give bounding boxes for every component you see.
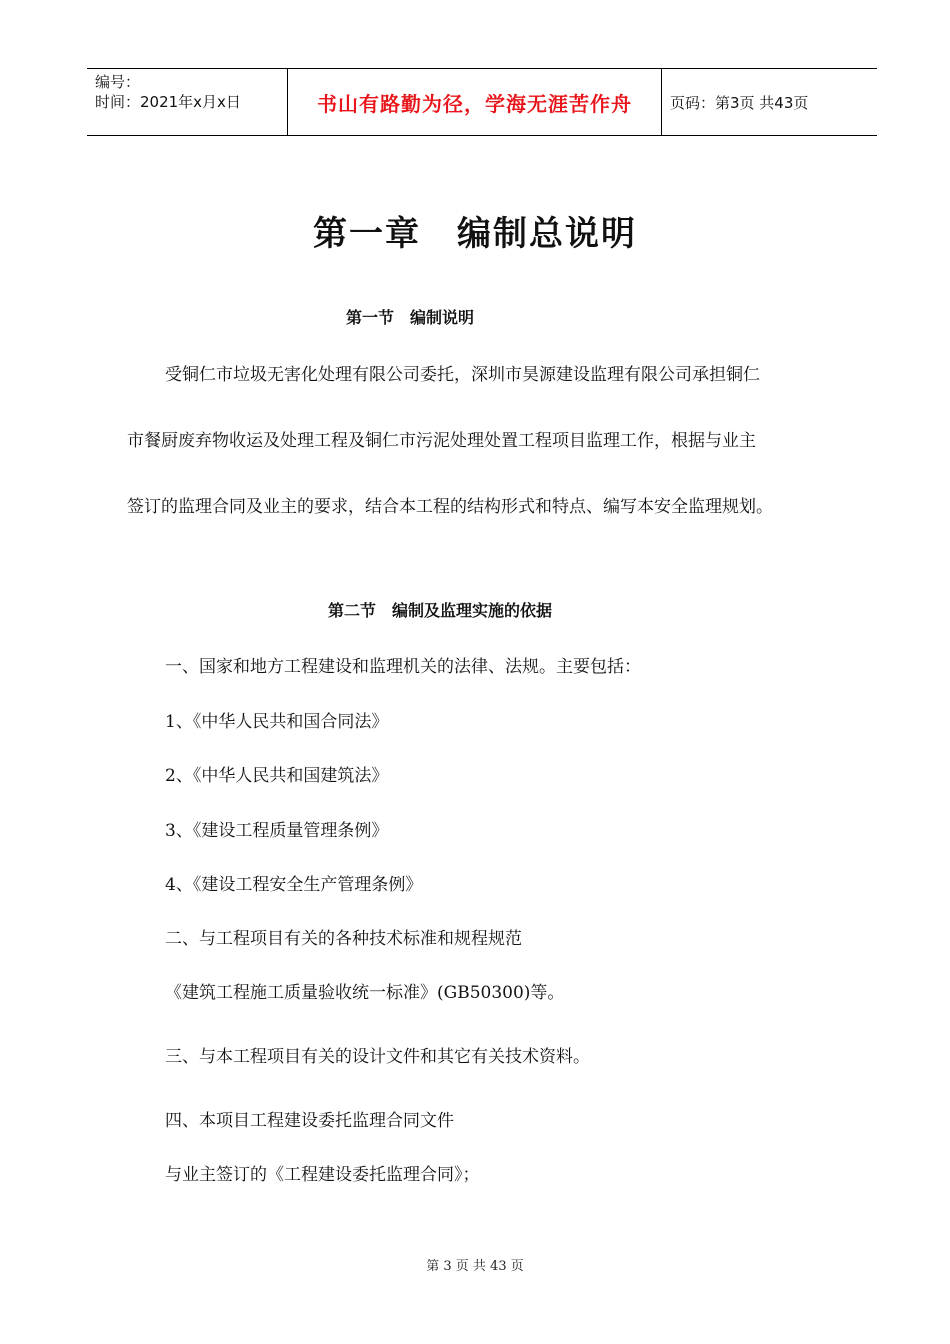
header-motto-cell — [288, 69, 662, 135]
header-page-cell — [662, 69, 877, 135]
basis-item: 1、《中华人民共和国合同法》 — [165, 712, 389, 732]
number-label: 编号： — [95, 73, 141, 91]
footer-page-number: 第 3 页 共 43 页 — [426, 1259, 524, 1274]
time-label: 时间：2021年x月x日 — [95, 93, 241, 111]
section1-line: 市餐厨废弃物收运及处理工程及铜仁市污泥处理处置工程项目监理工作，根据与业主 — [127, 431, 756, 451]
page-info: 页码：第3页 共43页 — [670, 93, 809, 112]
section1-line: 受铜仁市垃圾无害化处理有限公司委托，深圳市昊源建设监理有限公司承担铜仁 — [165, 365, 760, 385]
section1-title: 第一节 编制说明 — [346, 308, 475, 327]
motto-text: 书山有路勤为径，学海无涯苦作舟 — [317, 91, 632, 116]
basis-item: 4、《建设工程安全生产管理条例》 — [165, 875, 423, 895]
basis-item: 《建筑工程施工质量验收统一标准》(GB50300)等。 — [165, 983, 565, 1003]
basis-item: 3、《建设工程质量管理条例》 — [165, 821, 389, 841]
basis-item: 四、本项目工程建设委托监理合同文件 — [165, 1111, 454, 1131]
basis-item: 一、国家和地方工程建设和监理机关的法律、法规。主要包括： — [165, 657, 641, 677]
page-footer — [0, 1255, 950, 1274]
basis-item: 2、《中华人民共和国建筑法》 — [165, 766, 389, 786]
section2-title: 第二节 编制及监理实施的依据 — [328, 601, 553, 620]
section1-line: 签订的监理合同及业主的要求，结合本工程的结构形式和特点、编写本安全监理规划。 — [127, 497, 773, 517]
basis-item: 二、与工程项目有关的各种技术标准和规程规范 — [165, 929, 522, 949]
basis-item: 与业主签订的《工程建设委托监理合同》； — [165, 1165, 480, 1185]
header-meta-cell — [87, 69, 288, 135]
basis-item: 三、与本工程项目有关的设计文件和其它有关技术资料。 — [165, 1047, 590, 1067]
document-header — [87, 68, 877, 136]
chapter-title: 第一章 编制总说明 — [313, 214, 637, 254]
